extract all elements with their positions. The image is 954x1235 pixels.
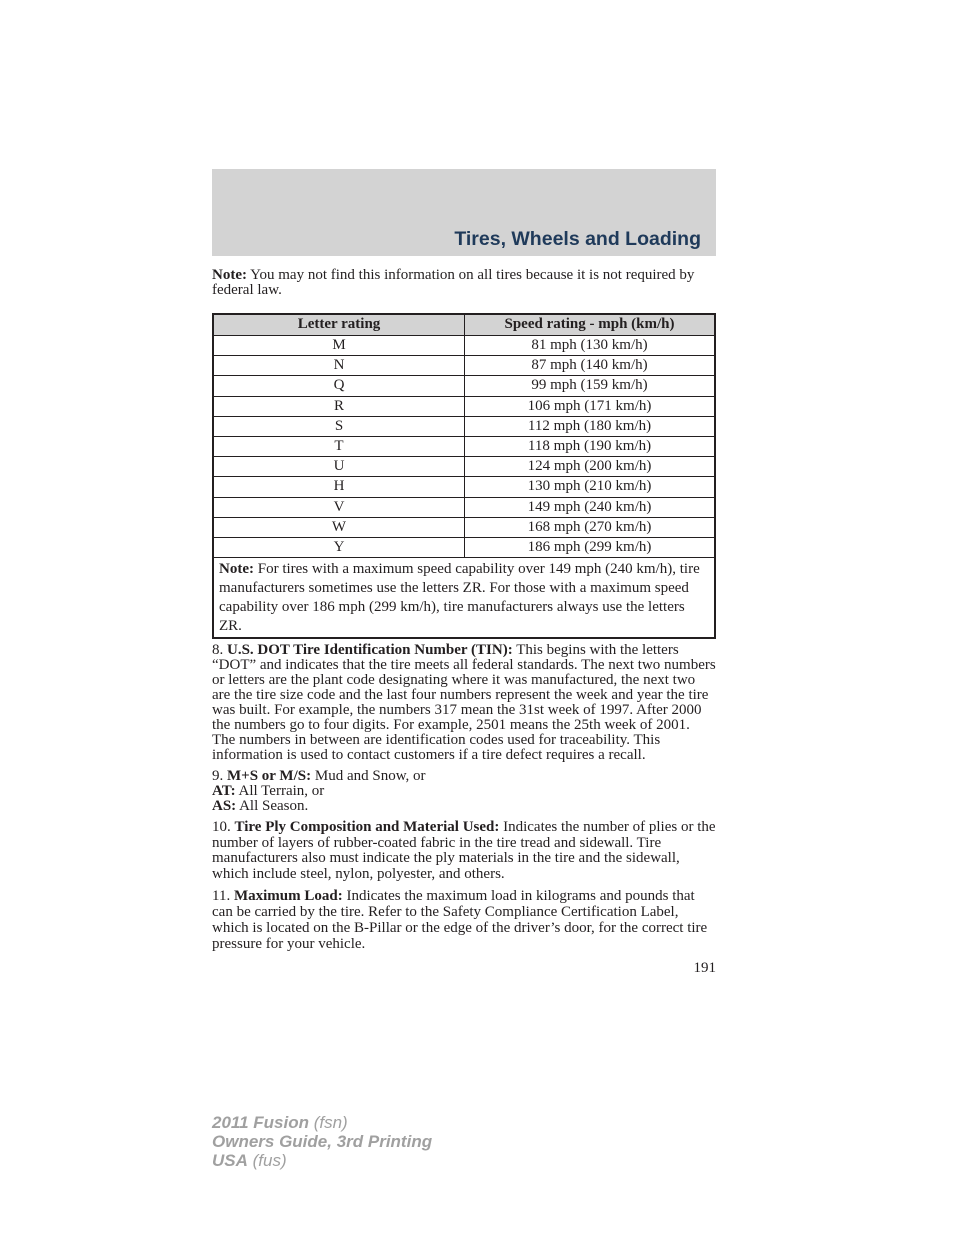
table-row <box>213 437 715 457</box>
footer-line-2 <box>212 1132 432 1151</box>
item-number: 9. <box>212 768 227 785</box>
letter-cell: W <box>213 517 465 537</box>
item-label: Tire Ply Composition and Material Used: <box>234 819 500 836</box>
section-title: Tires, Wheels and Loading <box>454 228 701 250</box>
column-header-speed: Speed rating - mph (km/h) <box>465 314 716 336</box>
item-load <box>212 888 716 952</box>
speed-rating-table <box>212 313 716 639</box>
as-text: All Season. <box>236 798 309 815</box>
letter-cell: S <box>213 416 465 436</box>
speed-cell: 87 mph (140 km/h) <box>465 356 716 376</box>
speed-cell: 130 mph (210 km/h) <box>465 477 716 497</box>
letter-cell: U <box>213 457 465 477</box>
table-row <box>213 336 715 356</box>
footer <box>212 1113 432 1170</box>
letter-cell: N <box>213 356 465 376</box>
table-row <box>213 538 715 558</box>
table-note-label: Note: <box>219 561 254 578</box>
speed-cell: 118 mph (190 km/h) <box>465 437 716 457</box>
as-label: AS: <box>212 798 237 815</box>
table-row <box>213 457 715 477</box>
item-label: M+S or M/S: <box>227 768 312 785</box>
item-text: Mud and Snow, or <box>311 768 426 785</box>
at-label: AT: <box>212 783 236 800</box>
item-tin <box>212 643 716 763</box>
page-content <box>212 268 716 952</box>
table-header-row <box>213 314 715 336</box>
table-note <box>213 558 715 639</box>
table-row <box>213 396 715 416</box>
table-row <box>213 497 715 517</box>
note-paragraph <box>212 268 716 298</box>
at-text: All Terrain, or <box>235 783 325 800</box>
speed-cell: 149 mph (240 km/h) <box>465 497 716 517</box>
speed-cell: 112 mph (180 km/h) <box>465 416 716 436</box>
letter-cell: R <box>213 396 465 416</box>
note-text: You may not find this information on all tires because it is not required by federal law. <box>212 267 695 298</box>
letter-cell: T <box>213 437 465 457</box>
letter-cell: Q <box>213 376 465 396</box>
letter-cell: V <box>213 497 465 517</box>
speed-cell: 106 mph (171 km/h) <box>465 396 716 416</box>
speed-cell: 124 mph (200 km/h) <box>465 457 716 477</box>
item-number: 10. <box>212 819 235 836</box>
item-text: Indicates the number of plies or the number of layers of rubber-coated fabric in the tire tread and sidewall. Tire manufacturers also must indicate the ply materials in the tire and the sidewall, which include steel, nylon, polyester, and others. <box>212 819 716 882</box>
note-label: Note: <box>212 267 247 283</box>
footer-model: 2011 Fusion <box>212 1113 309 1132</box>
footer-line-1 <box>212 1113 432 1132</box>
footer-guide: Owners Guide, 3rd Printing <box>212 1132 433 1151</box>
item-ply <box>212 820 716 882</box>
footer-market: USA <box>212 1151 248 1170</box>
speed-cell: 99 mph (159 km/h) <box>465 376 716 396</box>
letter-cell: M <box>213 336 465 356</box>
item-number: 11. <box>212 888 234 905</box>
item-text: Indicates the maximum load in kilograms and pounds that can be carried by the tire. Refer to the Safety Compliance Certification Label, which is located on the B-Pillar or the edge of the driver’s door, for the correct tire pressure for your vehicle. <box>212 888 708 953</box>
column-header-letter: Letter rating <box>213 314 465 336</box>
table-note-text: For tires with a maximum speed capability over 149 mph (240 km/h), tire manufacturers sometimes use the letters ZR. For those with a maximum speed capability over 186 mph (299 km/h), tire manufacturers always use the letters ZR. <box>219 561 700 634</box>
letter-cell: H <box>213 477 465 497</box>
table-note-row <box>213 558 715 639</box>
table-row <box>213 356 715 376</box>
speed-cell: 81 mph (130 km/h) <box>465 336 716 356</box>
item-label: Maximum Load: <box>233 888 343 905</box>
item-text: This begins with the letters “DOT” and indicates that the tire meets all federal standards. The next two numbers or letters are the plant code designating where it was manufactured, the next two are the tire size code and the last four numbers represent the week and year the tire was built. For example, the numbers 317 mean the 31st week of 1997. After 2000 the numbers go to four digits. For example, 2501 means the 25th week of 2001. The numbers in between are identification codes used for traceability. This information is used to contact customers if a tire defect requires a recall. <box>212 642 716 764</box>
table-row <box>213 416 715 436</box>
item-number: 8. <box>212 642 227 659</box>
item-ms <box>212 769 716 814</box>
item-label: U.S. DOT Tire Identification Number (TIN): <box>227 642 513 659</box>
table-row <box>213 517 715 537</box>
table-row <box>213 477 715 497</box>
header-band <box>212 169 716 256</box>
speed-cell: 168 mph (270 km/h) <box>465 517 716 537</box>
footer-market-code: (fus) <box>247 1151 287 1170</box>
speed-cell: 186 mph (299 km/h) <box>465 538 716 558</box>
page-number: 191 <box>693 960 716 976</box>
footer-line-3 <box>212 1151 432 1170</box>
footer-model-code: (fsn) <box>309 1113 348 1132</box>
letter-cell: Y <box>213 538 465 558</box>
table-row <box>213 376 715 396</box>
